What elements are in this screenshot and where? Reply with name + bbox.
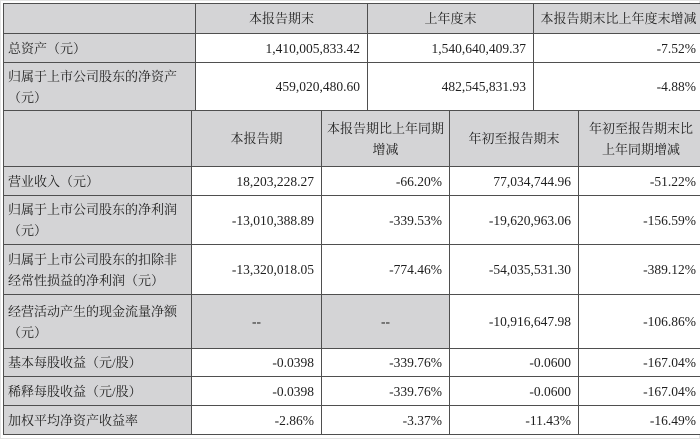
cell-value: 18,203,228.27 (192, 167, 322, 196)
corner-blank-cell (4, 4, 196, 34)
cell-value: -51.22% (579, 167, 700, 196)
cell-value: -156.59% (579, 196, 700, 245)
table-row (4, 63, 700, 111)
header-current-period: 本报告期 (192, 111, 322, 167)
row-label-operating-revenue: 营业收入（元） (4, 167, 192, 196)
cell-value: -339.76% (322, 377, 450, 406)
cell-value: -16.49% (579, 406, 700, 435)
table-row (4, 349, 700, 377)
header-current-period-end: 本报告期末 (196, 4, 368, 34)
table-row (4, 295, 700, 349)
row-label-operating-cash-flow: 经营活动产生的现金流量净额（元） (4, 295, 192, 349)
cell-value: -167.04% (579, 377, 700, 406)
cell-value: -54,035,531.30 (450, 245, 579, 295)
row-label-net-assets: 归属于上市公司股东的净资产（元） (4, 63, 196, 111)
header-change-vs-prior-year-end: 本报告期末比上年度末增减 (534, 4, 700, 34)
cell-value: 1,410,005,833.42 (196, 34, 368, 63)
cell-value: -106.86% (579, 295, 700, 349)
cell-value: -0.0398 (192, 377, 322, 406)
cell-value-not-applicable: -- (322, 295, 450, 349)
table-header-row (4, 4, 700, 34)
table-row (4, 245, 700, 295)
header-year-to-date: 年初至报告期末 (450, 111, 579, 167)
cell-value: -0.0600 (450, 349, 579, 377)
cell-value: -7.52% (534, 34, 700, 63)
cell-value: 459,020,480.60 (196, 63, 368, 111)
row-label-total-assets: 总资产（元） (4, 34, 196, 63)
corner-blank-cell (4, 111, 192, 167)
row-label-net-profit: 归属于上市公司股东的净利润（元） (4, 196, 192, 245)
cell-value: -389.12% (579, 245, 700, 295)
table-row (4, 196, 700, 245)
row-label-basic-eps: 基本每股收益（元/股） (4, 349, 192, 377)
cell-value: -19,620,963.06 (450, 196, 579, 245)
cell-value: -3.37% (322, 406, 450, 435)
cell-value: -2.86% (192, 406, 322, 435)
cell-value: -13,010,388.89 (192, 196, 322, 245)
cell-value: -0.0600 (450, 377, 579, 406)
reporting-period-performance-table (3, 110, 700, 435)
cell-value: -167.04% (579, 349, 700, 377)
table-row (4, 34, 700, 63)
cell-value: -10,916,647.98 (450, 295, 579, 349)
cell-value: -0.0398 (192, 349, 322, 377)
table-row (4, 167, 700, 196)
header-change-vs-same-period: 本报告期比上年同期增减 (322, 111, 450, 167)
table-header-row (4, 111, 700, 167)
cell-value-not-applicable: -- (192, 295, 322, 349)
cell-value: -13,320,018.05 (192, 245, 322, 295)
cell-value: -66.20% (322, 167, 450, 196)
header-prior-year-end: 上年度末 (368, 4, 534, 34)
cell-value: -11.43% (450, 406, 579, 435)
header-ytd-change-vs-same-period: 年初至报告期末比上年同期增减 (579, 111, 700, 167)
cell-value: -774.46% (322, 245, 450, 295)
cell-value: -339.53% (322, 196, 450, 245)
row-label-diluted-eps: 稀释每股收益（元/股） (4, 377, 192, 406)
cell-value: -4.88% (534, 63, 700, 111)
cell-value: 482,545,831.93 (368, 63, 534, 111)
period-end-balance-table (3, 3, 700, 111)
cell-value: 1,540,640,409.37 (368, 34, 534, 63)
table-row (4, 377, 700, 406)
table-row (4, 406, 700, 435)
cell-value: -339.76% (322, 349, 450, 377)
row-label-weighted-avg-roe: 加权平均净资产收益率 (4, 406, 192, 435)
cell-value: 77,034,744.96 (450, 167, 579, 196)
row-label-net-profit-excl-nonrecurring: 归属于上市公司股东的扣除非经常性损益的净利润（元） (4, 245, 192, 295)
